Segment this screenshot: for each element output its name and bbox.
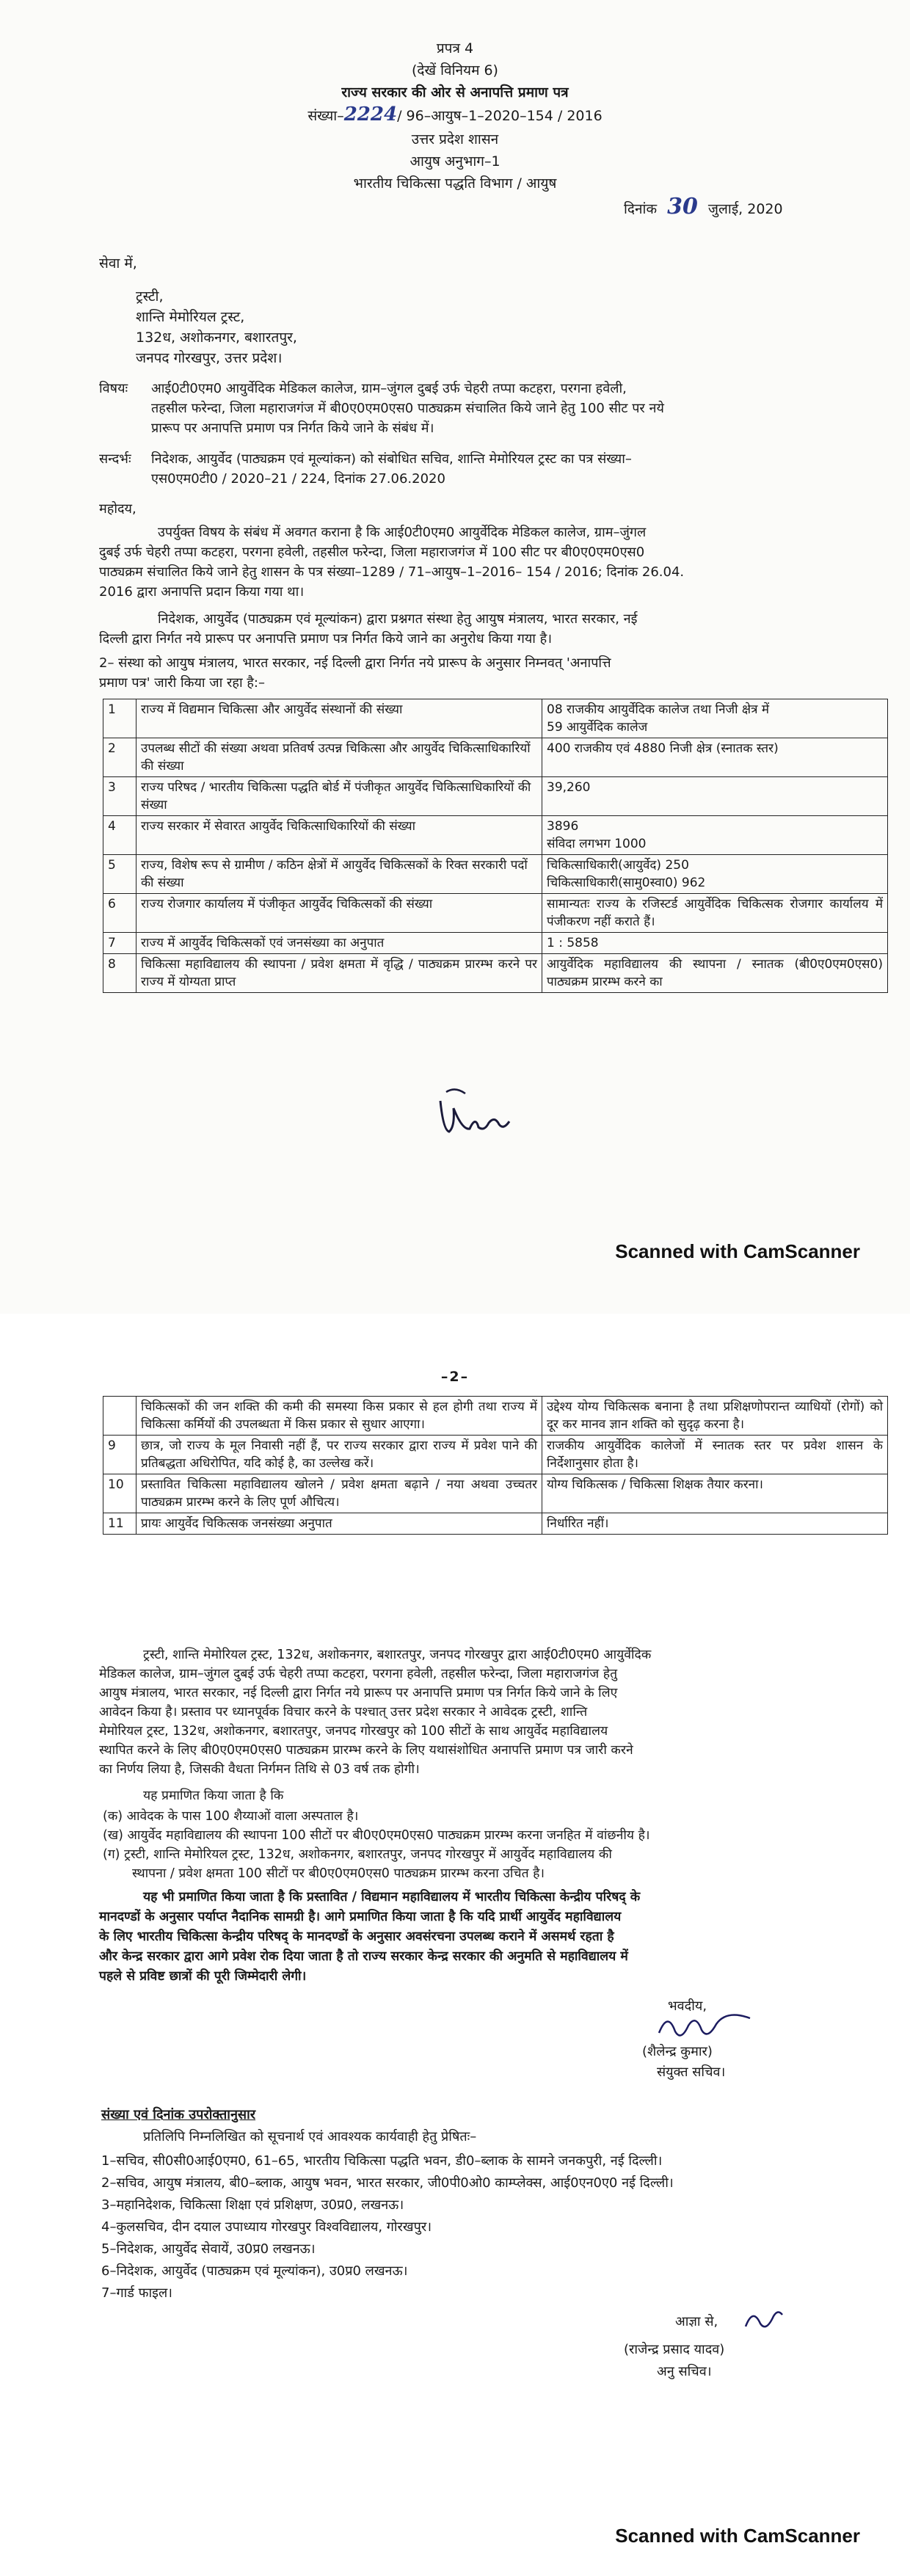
row-value [542, 699, 888, 738]
row-label: राज्य में विद्यमान चिकित्सा और आयुर्वेद संस्थानों की संख्या [136, 699, 542, 738]
paragraph-line: 2016 द्वारा अनापत्ति प्रदान किया गया था। [99, 584, 305, 600]
row-value: सामान्यतः राज्य के रजिस्टर्ड आयुर्वेदिक चिकित्सक रोजगार कार्यालय में पंजीकरण नहीं कराते हैं। [542, 894, 888, 933]
letter-number-handwritten: 2224 [343, 103, 398, 125]
value-line: 08 राजकीय आयुर्वेदिक कालेज तथा निजी क्षेत्र में [547, 702, 770, 717]
table-row [103, 699, 888, 738]
paragraph-line: स्थापित करने के लिए बी0ए0एम0एस0 पाठ्यक्रम प्रारम्भ करने के लिए यथासंशोधित अनापत्ति प्रमाण पत्र जारी करने [99, 1743, 633, 1758]
paragraph-line: मेमोरियल ट्रस्ट, 132ध, अशोकनगर, बशारतपुर, जनपद गोरखपुर को 100 सीटों के साथ आयुर्वेद महाविद्यालय [99, 1724, 608, 1739]
addressee-line: 132ध, अशोकनगर, बशारतपुर, [136, 330, 297, 346]
row-number [103, 1397, 136, 1436]
row-value: राजकीय आयुर्वेदिक कालेजों में स्नातक स्तर पर प्रवेश शासन के निर्देशानुसार होता है। [542, 1436, 888, 1474]
paragraph-line: पहले से प्रविष्ट छात्रों की पूरी जिम्मेदारी लेगी। [99, 1969, 307, 1984]
row-label: राज्य परिषद / भारतीय चिकित्सा पद्धति बोर्ड में पंजीकृत आयुर्वेद चिकित्साधिकारियों की संख्या [136, 777, 542, 816]
table-row [103, 1397, 888, 1436]
value-line: संविदा लगभग 1000 [547, 837, 647, 851]
paragraph-line: मेडिकल कालेज, ग्राम–जुंगल दुबई उर्फ चेहरी तप्पा कटहरा, परगना हवेली, तहसील फरेन्दा, जिला महाराजगंज हेतु [99, 1667, 618, 1681]
list-item: (क) आवेदक के पास 100 शैय्याओं वाला अस्पताल है। [103, 1809, 359, 1824]
row-number: 10 [103, 1474, 136, 1513]
reference-line: निदेशक, आयुर्वेद (पाठ्यक्रम एवं मूल्यांकन) को संबोधित सचिव, शान्ति मेमोरियल ट्रस्ट का पत्र संख्या– [151, 451, 632, 467]
row-number: 8 [103, 954, 136, 993]
section-name: आयुष अनुभाग–1 [410, 153, 500, 170]
row-number: 3 [103, 777, 136, 816]
paragraph-line: प्रमाण पत्र' जारी किया जा रहा है:– [99, 675, 265, 691]
paragraph-line: 2– संस्था को आयुष मंत्रालय, भारत सरकार, नई दिल्ली द्वारा निर्गत नये प्रारूप के अनुसार निम्नवत् 'अनापत्ति [99, 655, 611, 671]
date-label: दिनांक [624, 201, 658, 217]
order-signatory-name: (राजेन्द्र प्रसाद यादव) [624, 2342, 725, 2357]
signoff-closing: भवदीय, [668, 1998, 707, 2014]
camscanner-watermark: Scanned with CamScanner [615, 1240, 860, 1262]
form-number: प्रपत्र 4 [436, 40, 474, 57]
value-line: चिकित्साधिकारी(आयुर्वेद) 250 [547, 858, 689, 873]
row-number: 2 [103, 738, 136, 777]
letter-number-prefix: संख्या– [307, 108, 344, 124]
row-value: उद्देश्य योग्य चिकित्सक बनाना है तथा प्रशिक्षणोपरान्त व्याधियों (रोगों) को दूर कर मानव ज्ञान शक्ति को सुदृढ़ करना है। [542, 1397, 888, 1436]
addressee-line: ट्रस्टी, [136, 288, 164, 305]
row-number: 5 [103, 855, 136, 894]
trust-paragraph [99, 1645, 895, 1779]
row-number: 4 [103, 816, 136, 855]
list-item: 5–निदेशक, आयुर्वेद सेवायें, उ0प्र0 लखनऊ। [101, 2241, 316, 2257]
document-page-2 [0, 1314, 910, 2576]
row-number: 7 [103, 933, 136, 954]
paragraph-line: ट्रस्टी, शान्ति मेमोरियल ट्रस्ट, 132ध, अशोकनगर, बशारतपुर, जनपद गोरखपुर द्वारा आई0टी0एम0 आयुर्वेदिक [143, 1648, 652, 1662]
certify-intro: यह प्रमाणित किया जाता है कि [143, 1789, 284, 1803]
paragraph-line: का निर्णय लिया है, जिसकी वैधता निर्गमन तिथि से 03 वर्ष तक होगी। [99, 1762, 420, 1777]
signature-initials [433, 1086, 514, 1145]
row-value [542, 816, 888, 855]
copy-recipients [101, 2150, 894, 2304]
value-line: 59 आयुर्वेदिक कालेज [547, 720, 648, 735]
paragraph-line: और केन्द्र सरकार द्वारा आगे प्रवेश रोक दिया जाता है तो राज्य सरकार केन्द्र सरकार की अनुमति से महाविद्यालय में [99, 1949, 628, 1964]
value-line: 3896 [547, 819, 579, 834]
copy-intro: प्रतिलिपि निम्नलिखित को सूचनार्थ एवं आवश्यक कार्यवाही हेतु प्रेषितः– [143, 2129, 477, 2144]
signature-under-secretary [741, 2304, 785, 2334]
row-label: उपलब्ध सीटों की संख्या अथवा प्रतिवर्ष उत्पन्न चिकित्सा और आयुर्वेद चिकित्साधिकारियों की संख्या [136, 738, 542, 777]
government-name: उत्तर प्रदेश शासन [411, 131, 499, 148]
subject-label: विषयः [99, 381, 128, 396]
certificate-title: राज्य सरकार की ओर से अनापत्ति प्रमाण पत्र [341, 84, 569, 101]
signature-joint-secretary [653, 2004, 756, 2048]
addressee-line: शान्ति मेमोरियल ट्रस्ट, [136, 309, 245, 325]
letter-date [624, 194, 783, 219]
paragraph-line: उपर्युक्त विषय के संबंध में अवगत कराना है कि आई0टी0एम0 आयुर्वेदिक मेडिकल कालेज, ग्राम–जुंगल [158, 525, 647, 540]
paragraph-line: दुबई उर्फ चेहरी तप्पा कटहरा, परगना हवेली, तहसील फरेन्दा, जिला महाराजगंज में 100 सीट पर बी0ए0एम0एस0 [99, 545, 645, 560]
row-value: योग्य चिकित्सक / चिकित्सा शिक्षक तैयार करना। [542, 1474, 888, 1513]
order-closing: आज्ञा से, [675, 2314, 718, 2329]
signatory-designation: संयुक्त सचिव। [657, 2064, 726, 2080]
row-label: चिकित्सा महाविद्यालय की स्थापना / प्रवेश क्षमता में वृद्धि / पाठ्यक्रम प्रारम्भ करने पर राज्य में योग्यता प्राप्त [136, 954, 542, 993]
department-name: भारतीय चिकित्सा पद्धति विभाग / आयुष [353, 175, 557, 192]
certify-list [103, 1807, 895, 1883]
camscanner-watermark: Scanned with CamScanner [615, 2525, 860, 2547]
further-certification-paragraph [99, 1888, 895, 1987]
table-row [103, 954, 888, 993]
paragraph-line: निदेशक, आयुर्वेद (पाठ्यक्रम एवं मूल्यांकन) द्वारा प्रश्नगत संस्था हेतु आयुष मंत्रालय, भारत सरकार, नई [158, 611, 638, 627]
table-row [103, 933, 888, 954]
list-item: (ख) आयुर्वेद महाविद्यालय की स्थापना 100 सीटों पर बी0ए0एम0एस0 पाठ्यक्रम प्रारम्भ करना जनहित में वांछनीय है। [103, 1828, 650, 1843]
reference-label: सन्दर्भः [99, 451, 131, 467]
addressee-line: जनपद गोरखपुर, उत्तर प्रदेश। [136, 350, 283, 366]
greeting: महोदय, [99, 501, 136, 517]
list-item: 6–निदेशक, आयुर्वेद (पाठ्यक्रम एवं मूल्यांकन), उ0प्र0 लखनऊ। [101, 2263, 408, 2279]
row-number: 6 [103, 894, 136, 933]
row-label: राज्य, विशेष रूप से ग्रामीण / कठिन क्षेत्रों में आयुर्वेद चिकित्सकों के रिक्त सरकारी पदों की संख्या [136, 855, 542, 894]
reference-line: एस0एम0टी0 / 2020–21 / 224, दिनांक 27.06.2020 [151, 471, 445, 487]
row-value: 400 राजकीय एवं 4880 निजी क्षेत्र (स्नातक स्तर) [542, 738, 888, 777]
letter-number [0, 104, 910, 126]
subject-line: तहसील फरेन्दा, जिला महाराजगंज में बी0ए0एम0एस0 पाठ्यक्रम संचालित किये जाने हेतु 100 सीट पर नये [151, 401, 664, 416]
table-row [103, 1436, 888, 1474]
table-row [103, 816, 888, 855]
subject-line: आई0टी0एम0 आयुर्वेदिक मेडिकल कालेज, ग्राम–जुंगल दुबई उर्फ चेहरी तप्पा कटहरा, परगना हवेली, [151, 381, 627, 396]
table-row [103, 1474, 888, 1513]
list-item: 7–गार्ड फाइल। [101, 2285, 173, 2301]
order-signatory-designation: अनु सचिव। [657, 2364, 712, 2379]
table-row [103, 777, 888, 816]
row-value: 1 : 5858 [542, 933, 888, 954]
paragraph-3 [99, 653, 892, 693]
value-line: चिकित्साधिकारी(सामु0स्वा0) 962 [547, 876, 706, 890]
addressee-block [136, 286, 297, 368]
row-label: छात्र, जो राज्य के मूल निवासी नहीं हैं, पर राज्य सरकार द्वारा राज्य में प्रवेश पाने की प्रतिबद्धता अधिरोपित, यदि कोई है, का उल्लेख करें। [136, 1436, 542, 1474]
table-row [103, 894, 888, 933]
row-label: प्रायः आयुर्वेद चिकित्सक जनसंख्या अनुपात [136, 1513, 542, 1535]
copy-heading: संख्या एवं दिनांक उपरोक्तानुसार [101, 2107, 256, 2122]
row-label: राज्य रोजगार कार्यालय में पंजीकृत आयुर्वेद चिकित्सकों की संख्या [136, 894, 542, 933]
rule-reference: (देखें विनियम 6) [412, 62, 498, 79]
list-item: (ग) ट्रस्टी, शान्ति मेमोरियल ट्रस्ट, 132ध, अशोकनगर, बशारतपुर, जनपद गोरखपुर में आयुर्वेद महाविद्यालय की [103, 1847, 612, 1862]
subject-line: प्रारूप पर अनापत्ति प्रमाण पत्र निर्गत किये जाने के संबंध में। [151, 421, 434, 436]
paragraph-line: के लिए भारतीय चिकित्सा केन्द्रीय परिषद् के मानदण्डों के अनुसार अवसंरचना उपलब्ध कराने में असमर्थ रहता है [99, 1929, 614, 1944]
row-value: आयुर्वेदिक महाविद्यालय की स्थापना / स्नातक (बी0ए0एम0एस0) पाठ्यक्रम प्रारम्भ करने का [542, 954, 888, 993]
paragraph-line: मानदण्डों के अनुसार पर्याप्त नैदानिक सामग्री है। आगे प्रमाणित किया जाता है कि यदि प्रार्थी आयुर्वेद महाविद्यालय [99, 1910, 622, 1924]
letter-number-suffix: / 96–आयुष–1–2020–154 / 2016 [397, 108, 603, 124]
paragraph-line: पाठ्यक्रम संचालित किये जाने हेतु शासन के पत्र संख्या–1289 / 71–आयुष–1–2016– 154 / 2016; दिनांक 26.04. [99, 564, 685, 580]
signatory-name: (शैलेन्द्र कुमार) [642, 2044, 713, 2059]
list-item: 1–सचिव, सी0सी0आई0एम0, 61–65, भारतीय चिकित्सा पद्धति भवन, डी0–ब्लाक के सामने जनकपुरी, नई दिल्ली। [101, 2153, 663, 2169]
table-row [103, 855, 888, 894]
row-label: प्रस्तावित चिकित्सा महाविद्यालय खोलने / प्रवेश क्षमता बढ़ाने / नया अथवा उच्चतर पाठ्यक्रम प्रारम्भ करने के लिए पूर्ण औचित्य। [136, 1474, 542, 1513]
paragraph-line: दिल्ली द्वारा निर्गत नये प्रारूप पर अनापत्ति प्रमाण पत्र निर्गत किये जाने का अनुरोध किया गया है। [99, 631, 553, 647]
table-row [103, 1513, 888, 1535]
row-value: निर्धारित नहीं। [542, 1513, 888, 1535]
date-month-year: जुलाई, 2020 [707, 201, 783, 217]
list-item: 2–सचिव, आयुष मंत्रालय, बी0–ब्लाक, आयुष भवन, भारत सरकार, जी0पी0ओ0 काम्प्लेक्स, आई0एन0ए0 नई दिल्ली। [101, 2175, 674, 2191]
noc-table-part-2 [103, 1396, 888, 1535]
page-number: –2– [440, 1369, 470, 1385]
row-value [542, 855, 888, 894]
list-item: स्थापना / प्रवेश क्षमता 100 सीटों पर बी0ए0एम0एस0 पाठ्यक्रम प्रारम्भ करना उचित है। [132, 1866, 545, 1881]
list-item: 4–कुलसचिव, दीन दयाल उपाध्याय गोरखपुर विश्वविद्यालय, गोरखपुर। [101, 2219, 432, 2235]
row-label: राज्य में आयुर्वेद चिकित्सकों एवं जनसंख्या का अनुपात [136, 933, 542, 954]
subject-text [151, 379, 892, 438]
date-day-handwritten: 30 [667, 194, 698, 219]
row-number: 9 [103, 1436, 136, 1474]
paragraph-2 [99, 609, 892, 649]
salutation: सेवा में, [99, 255, 137, 272]
reference-text [151, 449, 892, 489]
noc-table-part-1 [103, 699, 888, 993]
row-number: 11 [103, 1513, 136, 1535]
paragraph-line: आवेदन किया है। प्रस्ताव पर ध्यानपूर्वक विचार करने के पश्चात् उत्तर प्रदेश सरकार ने आवेदक ट्रस्टी, शान्ति [99, 1705, 588, 1720]
row-label: राज्य सरकार में सेवारत आयुर्वेद चिकित्साधिकारियों की संख्या [136, 816, 542, 855]
row-value: 39,260 [542, 777, 888, 816]
paragraph-1 [99, 523, 892, 602]
list-item: 3–महानिदेशक, चिकित्सा शिक्षा एवं प्रशिक्षण, उ0प्र0, लखनऊ। [101, 2197, 404, 2213]
row-number: 1 [103, 699, 136, 738]
paragraph-line: आयुष मंत्रालय, भारत सरकार, नई दिल्ली द्वारा निर्गत नये प्रारूप पर अनापत्ति प्रमाण पत्र निर्गत किये जाने के लिए [99, 1686, 618, 1700]
table-row [103, 738, 888, 777]
paragraph-line: यह भी प्रमाणित किया जाता है कि प्रस्तावित / विद्यमान महाविद्यालय में भारतीय चिकित्सा केन्द्रीय परिषद् के [143, 1890, 641, 1904]
row-label: चिकित्सकों की जन शक्ति की कमी की समस्या किस प्रकार से हल होगी तथा राज्य में चिकित्सा कर्मियों की उपलब्धता में किस प्रकार से सुधार आएगा। [136, 1397, 542, 1436]
